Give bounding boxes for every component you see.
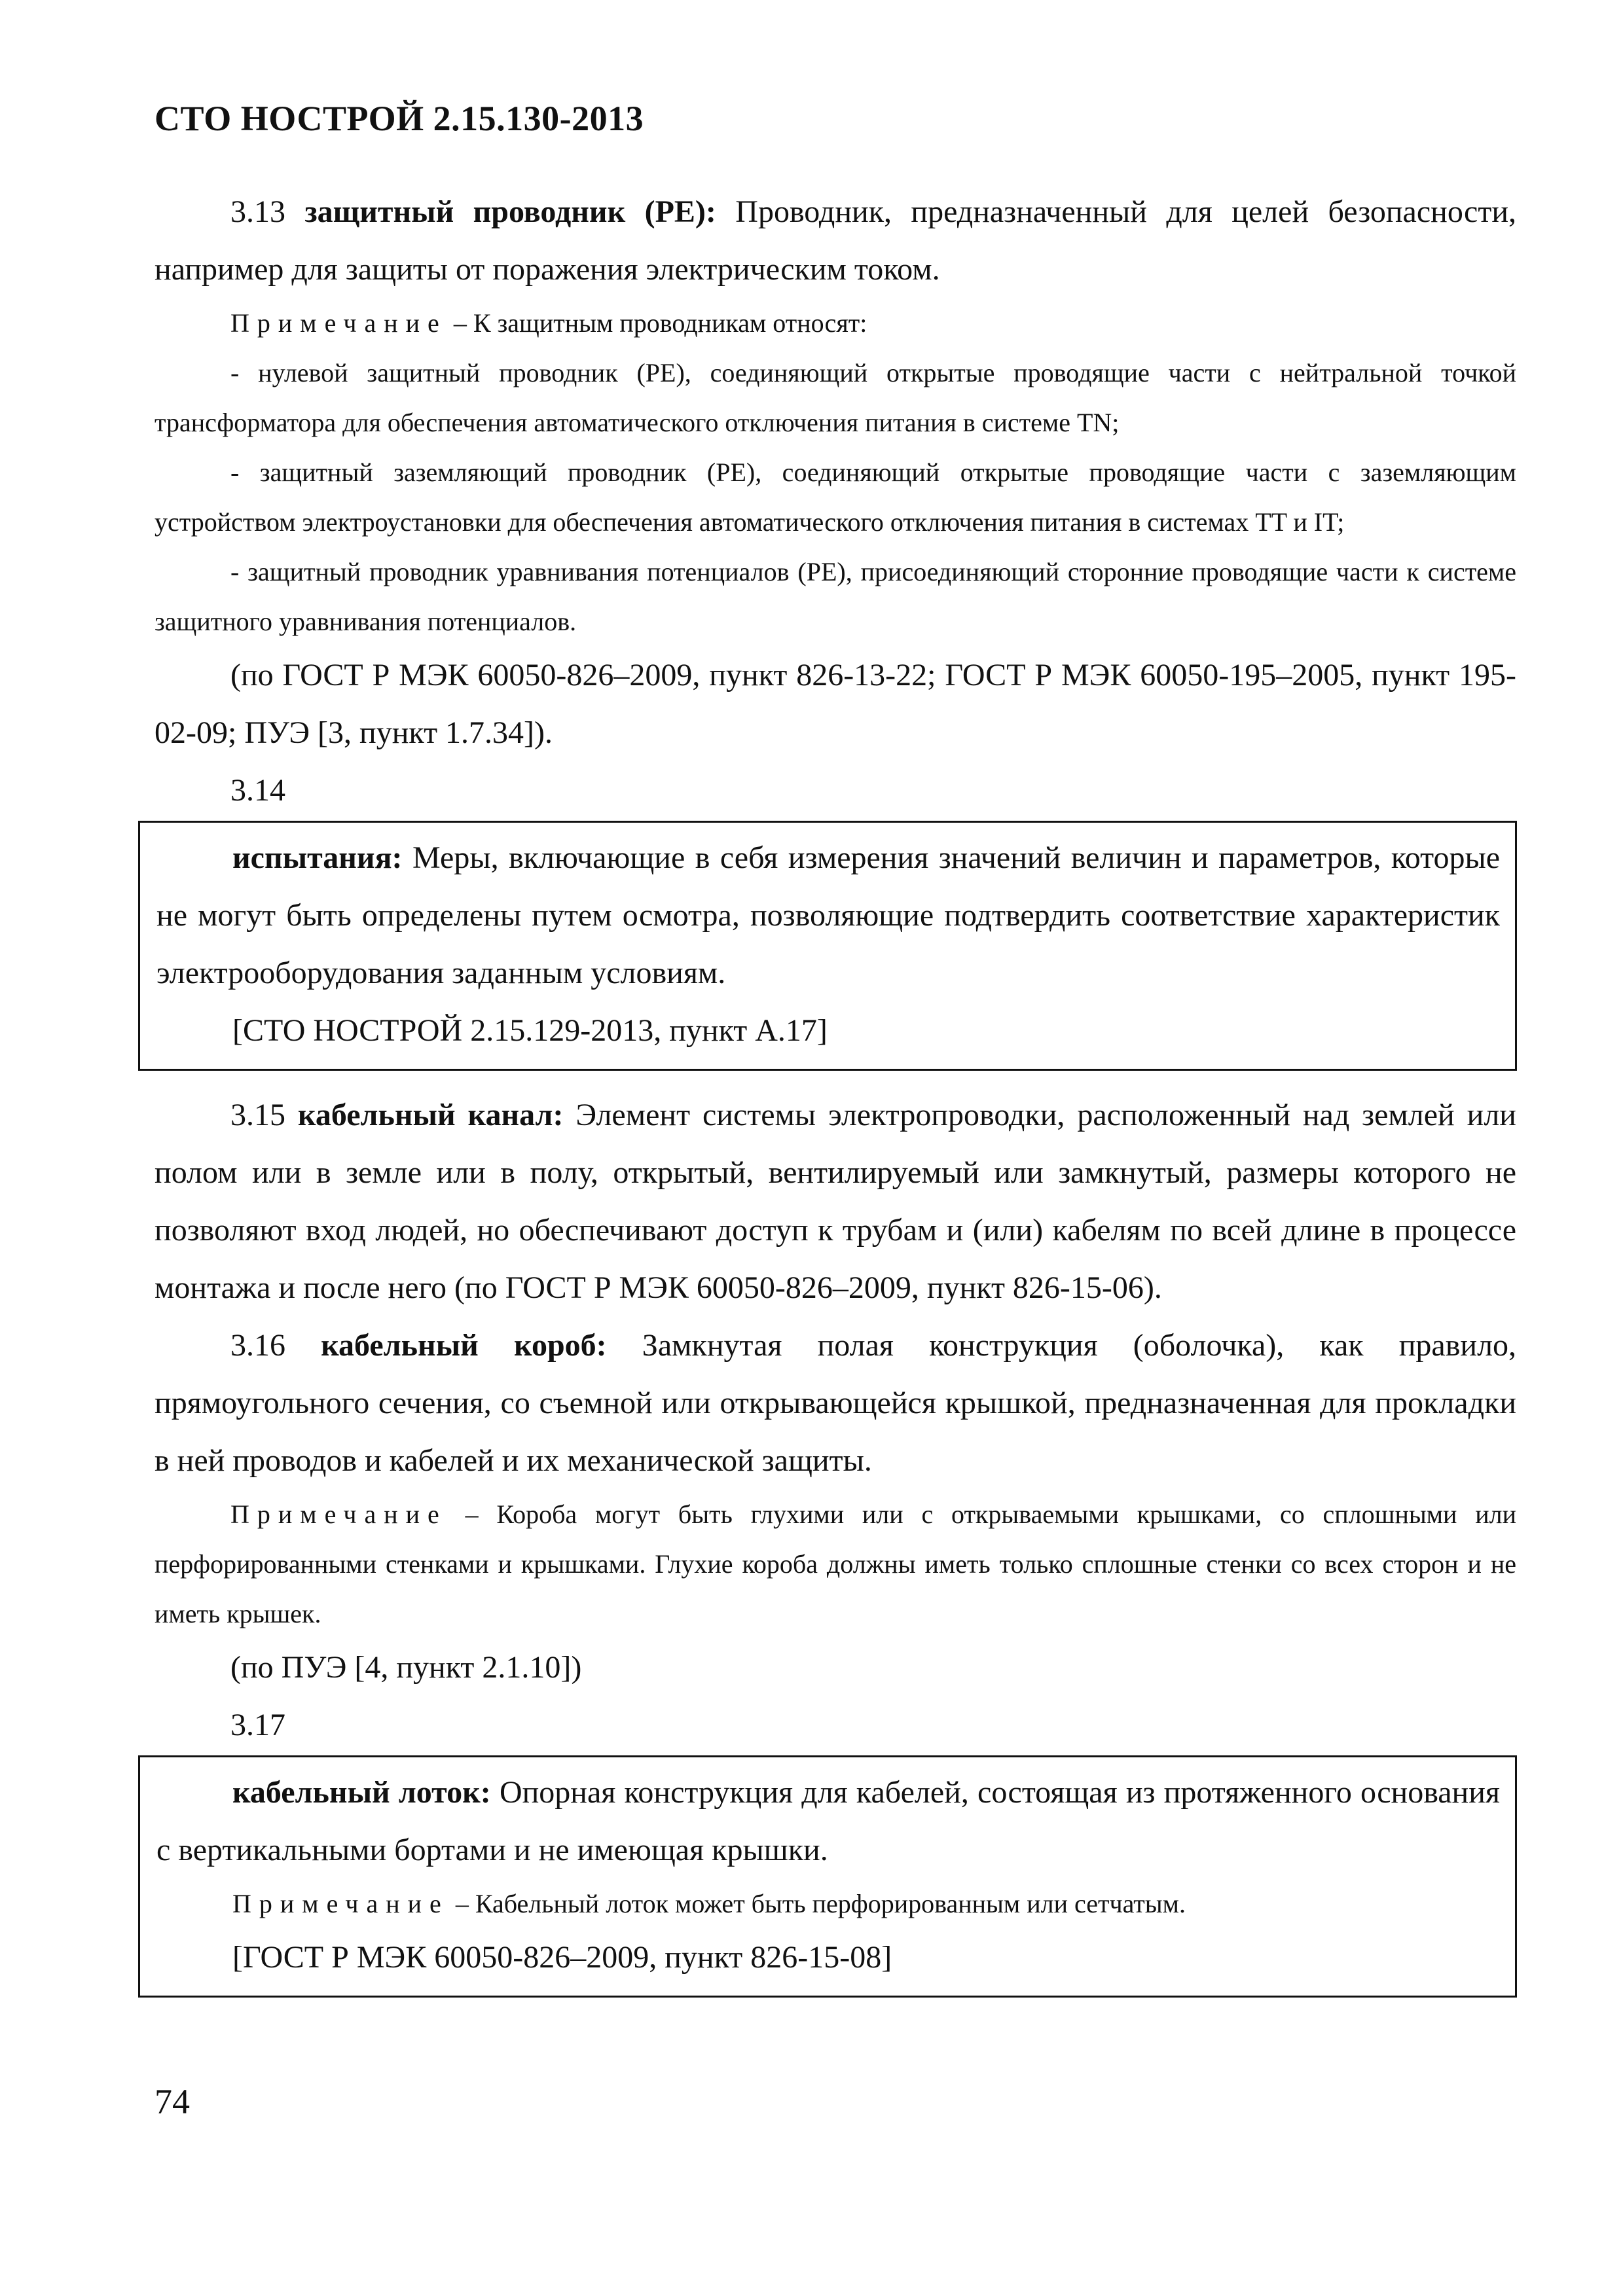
clause-3-17 [156,1764,1500,1879]
definition: Опорная конструкция для кабелей, состоящая из протяженного основания с вертикальными бортами и не имеющая крышки. [156,1775,1500,1867]
note-label: Примечание [232,1889,449,1918]
clause-number: 3.14 [230,773,285,808]
definition: Меры, включающие в себя измерения значений величин и параметров, которые не могут быть определены путем осмотра, позволяющие подтвердить соответствие характеристик электрооборудования заданным условиям. [156,840,1500,990]
definition-box-3-14 [138,821,1517,1071]
note-item: - нулевой защитный проводник (PE), соединяющий открытые проводящие части с нейтральной точкой трансформатора для обеспечения автоматического отключения питания в системе TN; [155,358,1516,437]
note-intro: К защитным проводникам относят: [473,308,867,338]
document-header: СТО НОСТРОЙ 2.15.130-2013 [155,99,644,138]
definition: Проводник, предназначенный для целей безопасности, например для защиты от поражения электрическим током. [155,194,1517,287]
document-body [155,183,1516,1998]
definition: Замкнутая полая конструкция (оболочка), как правило, прямоугольного сечения, со съемной или открывающейся крышкой, предназначенная для прокладки в ней проводов и кабелей и их механической защиты. [155,1328,1517,1478]
clause-3-16 [155,1317,1516,1490]
note-text: Кабельный лоток может быть перфорированным или сетчатым. [475,1889,1186,1918]
term: кабельный канал: [297,1098,564,1132]
source-reference: [СТО НОСТРОЙ 2.15.129-2013, пункт А.17] [232,1013,828,1048]
source-reference: [ГОСТ Р МЭК 60050-826–2009, пункт 826-15-08] [232,1940,892,1975]
note: Примечание – Кабельный лоток может быть перфорированным или сетчатым. [232,1889,1186,1918]
term: кабельный лоток: [232,1775,491,1810]
clause-number: 3.13 [230,194,285,229]
note-text: Короба могут быть глухими или с открываемыми крышками, со сплошными или перфорированными стенками и крышками. Глухие короба должны иметь только сплошные стенки со всех сторон и не иметь крышек. [155,1499,1516,1628]
definition: Элемент системы электропроводки, расположенный над землей или полом или в земле или в полу, открытый, вентилируемый или замкнутый, размеры которого не позволяют вход людей, но обеспечивают доступ к трубам и (или) кабелям по всей длине в процессе монтажа и после него (по ГОСТ Р МЭК 60050-826–2009, пункт 826-15-06). [155,1098,1516,1305]
note-label: Примечание [230,1499,447,1529]
clause-3-14 [156,829,1500,1002]
term: защитный проводник (PE): [304,194,716,229]
clause-number: 3.17 [230,1708,285,1742]
term: кабельный короб: [321,1328,607,1363]
note-item: - защитный заземляющий проводник (PE), соединяющий открытые проводящие части с заземляющим устройством электроустановки для обеспечения автоматического отключения питания в системах TT и IT; [155,457,1516,537]
note: Примечание – Короба могут быть глухими или с открываемыми крышками, со сплошными или перфорированными стенками и крышками. Глухие короба должны иметь только сплошные стенки со всех сторон и не иметь крышек. [155,1499,1516,1628]
note-label: Примечание [230,308,447,338]
clause-3-13 [155,183,1516,298]
definition-box-3-17 [138,1755,1517,1998]
clause-number: 3.15 [230,1098,285,1132]
note: Примечание – К защитным проводникам относят: [230,308,867,338]
page-number: 74 [155,2082,190,2121]
source-reference: (по ГОСТ Р МЭК 60050-826–2009, пункт 826-13-22; ГОСТ Р МЭК 60050-195–2005, пункт 195-02-09; ПУЭ [3, пункт 1.7.34]). [155,658,1516,750]
note-item: - защитный проводник уравнивания потенциалов (PE), присоединяющий сторонние проводящие части к системе защитного уравнивания потенциалов. [155,557,1516,636]
source-reference: (по ПУЭ [4, пункт 2.1.10]) [230,1650,582,1685]
clause-3-15 [155,1086,1516,1317]
clause-number: 3.16 [230,1328,285,1363]
term: испытания: [232,840,403,875]
